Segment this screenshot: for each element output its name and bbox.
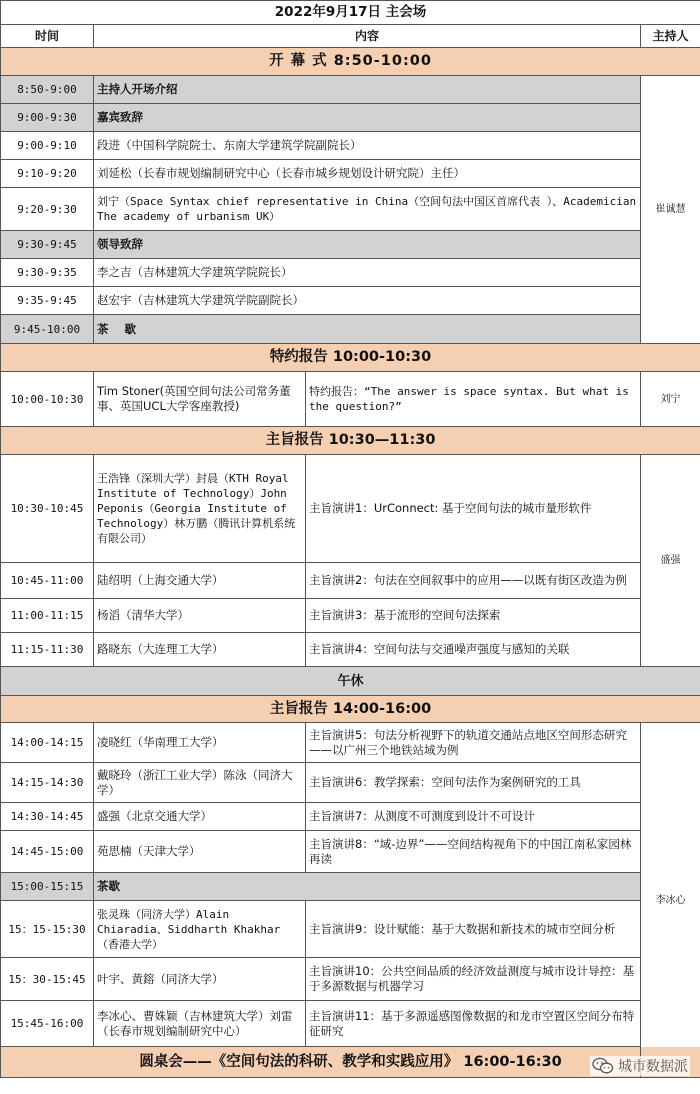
header-content: 内容 — [94, 25, 641, 48]
row-time: 10:30-10:45 — [1, 455, 94, 563]
header-time: 时间 — [1, 25, 94, 48]
roundtable-title: 圆桌会——《空间句法的科研、教学和实践应用》 16:00-16:30 — [1, 1047, 700, 1078]
watermark — [590, 1056, 690, 1076]
row-talk: 主旨演讲1：UrConnect: 基于空间句法的城市量形软件 — [306, 455, 641, 563]
row-time: 9:00-9:10 — [1, 132, 94, 160]
row-talk: 主旨演讲8：“域-边界”——空间结构视角下的中国江南私家园林再读 — [306, 831, 641, 873]
wechat-icon — [592, 1057, 614, 1075]
row-talk: 主旨演讲9：设计赋能：基于大数据和新技术的城市空间分析 — [306, 901, 641, 958]
row-speaker: 张灵珠（同济大学）Alain Chiaradia、Siddharth Khakhar（香港大学） — [94, 901, 306, 958]
row-speaker: 李冰心、曹姝颖（吉林建筑大学）刘雷（长春市规划编制研究中心） — [94, 1001, 306, 1047]
row-speaker: 叶宇、黄鎔（同济大学） — [94, 958, 306, 1001]
row-content: 嘉宾致辞 — [94, 104, 641, 132]
row-content: 领导致辞 — [94, 231, 641, 259]
row-talk: 主旨演讲5：句法分析视野下的轨道交通站点地区空间形态研究——以广州三个地铁站域为例 — [306, 723, 641, 763]
row-time: 14:00-14:15 — [1, 723, 94, 763]
row-time: 9:45-10:00 — [1, 315, 94, 344]
row-speaker: 杨滔（清华大学） — [94, 599, 306, 633]
row-time: 11:00-11:15 — [1, 599, 94, 633]
row-content: 赵宏宇（吉林建筑大学建筑学院副院长） — [94, 287, 641, 315]
host-keynote1: 盛强 — [641, 455, 700, 667]
row-time: 15：30-15:45 — [1, 958, 94, 1001]
row-time: 11:15-11:30 — [1, 633, 94, 667]
row-content: 李之吉（吉林建筑大学建筑学院院长） — [94, 259, 641, 287]
row-talk: 主旨演讲7：从测度不可测度到设计不可设计 — [306, 803, 641, 831]
noon-break: 午休 — [1, 667, 700, 696]
section-special-title: 特约报告 10:00-10:30 — [1, 344, 700, 372]
row-time: 15：15-15:30 — [1, 901, 94, 958]
row-talk: 主旨演讲2：句法在空间叙事中的应用——以既有街区改造为例 — [306, 563, 641, 599]
row-talk: 主旨演讲11：基于多源遥感图像数据的和龙市空置区空间分布特征研究 — [306, 1001, 641, 1047]
row-speaker: Tim Stoner(英国空间句法公司常务董事、英国UCL大学客座教授) — [94, 372, 306, 427]
schedule-title: 2022年9月17日 主会场 — [1, 1, 700, 25]
row-speaker: 苑思楠（天津大学） — [94, 831, 306, 873]
row-content: 主持人开场介绍 — [94, 76, 641, 104]
row-time: 10:45-11:00 — [1, 563, 94, 599]
host-special: 刘宁 — [641, 372, 700, 427]
host-opening: 崔诚慧 — [641, 76, 700, 344]
row-talk: 主旨演讲4：空间句法与交通噪声强度与感知的关联 — [306, 633, 641, 667]
section-opening-title: 开 幕 式 8:50-10:00 — [1, 48, 700, 76]
host-keynote2: 李冰心 — [641, 723, 700, 1078]
row-time: 9:30-9:45 — [1, 231, 94, 259]
watermark-text: 城市数据派 — [618, 1059, 688, 1075]
row-time: 14:45-15:00 — [1, 831, 94, 873]
row-time: 14:15-14:30 — [1, 763, 94, 803]
row-time: 9:10-9:20 — [1, 160, 94, 188]
row-time: 9:30-9:35 — [1, 259, 94, 287]
row-speaker: 戴晓玲（浙江工业大学）陈泳（同济大学） — [94, 763, 306, 803]
row-content: 段进（中国科学院院士、东南大学建筑学院副院长） — [94, 132, 641, 160]
row-time: 8:50-9:00 — [1, 76, 94, 104]
row-talk: 主旨演讲10：公共空间品质的经济效益测度与城市设计导控：基于多源数据与机器学习 — [306, 958, 641, 1001]
row-time: 10:00-10:30 — [1, 372, 94, 427]
row-time: 9:35-9:45 — [1, 287, 94, 315]
row-speaker: 王浩锋（深圳大学）封晨（KTH Royal Institute of Technology）John Peponis（Georgia Institute of Technology）林万鹏（腾讯计算机系统有限公司） — [94, 455, 306, 563]
section-keynote1-title: 主旨报告 10:30—11:30 — [1, 427, 700, 455]
row-content: 茶歇 — [94, 873, 641, 901]
row-time: 15:00-15:15 — [1, 873, 94, 901]
row-talk: 主旨演讲6：教学探索：空间句法作为案例研究的工具 — [306, 763, 641, 803]
row-speaker: 路晓东（大连理工大学） — [94, 633, 306, 667]
section-keynote2-title: 主旨报告 14:00-16:00 — [1, 696, 700, 723]
row-time: 9:20-9:30 — [1, 188, 94, 231]
row-time: 9:00-9:30 — [1, 104, 94, 132]
row-speaker: 盛强（北京交通大学） — [94, 803, 306, 831]
row-talk: 特约报告：“The answer is space syntax. But what is the question?” — [306, 372, 641, 427]
row-content: 刘宁（Space Syntax chief representative in China（空间句法中国区首席代表 ）、Academician The academy of urbanism UK） — [94, 188, 641, 231]
row-content: 刘延松（长春市规划编制研究中心（长春市城乡规划设计研究院）主任） — [94, 160, 641, 188]
row-speaker: 凌晓红（华南理工大学） — [94, 723, 306, 763]
row-time: 15:45-16:00 — [1, 1001, 94, 1047]
row-talk: 主旨演讲3：基于流形的空间句法探索 — [306, 599, 641, 633]
header-host: 主持人 — [641, 25, 700, 48]
row-speaker: 陆绍明（上海交通大学） — [94, 563, 306, 599]
row-time: 14:30-14:45 — [1, 803, 94, 831]
row-content: 茶 歇 — [94, 315, 641, 344]
